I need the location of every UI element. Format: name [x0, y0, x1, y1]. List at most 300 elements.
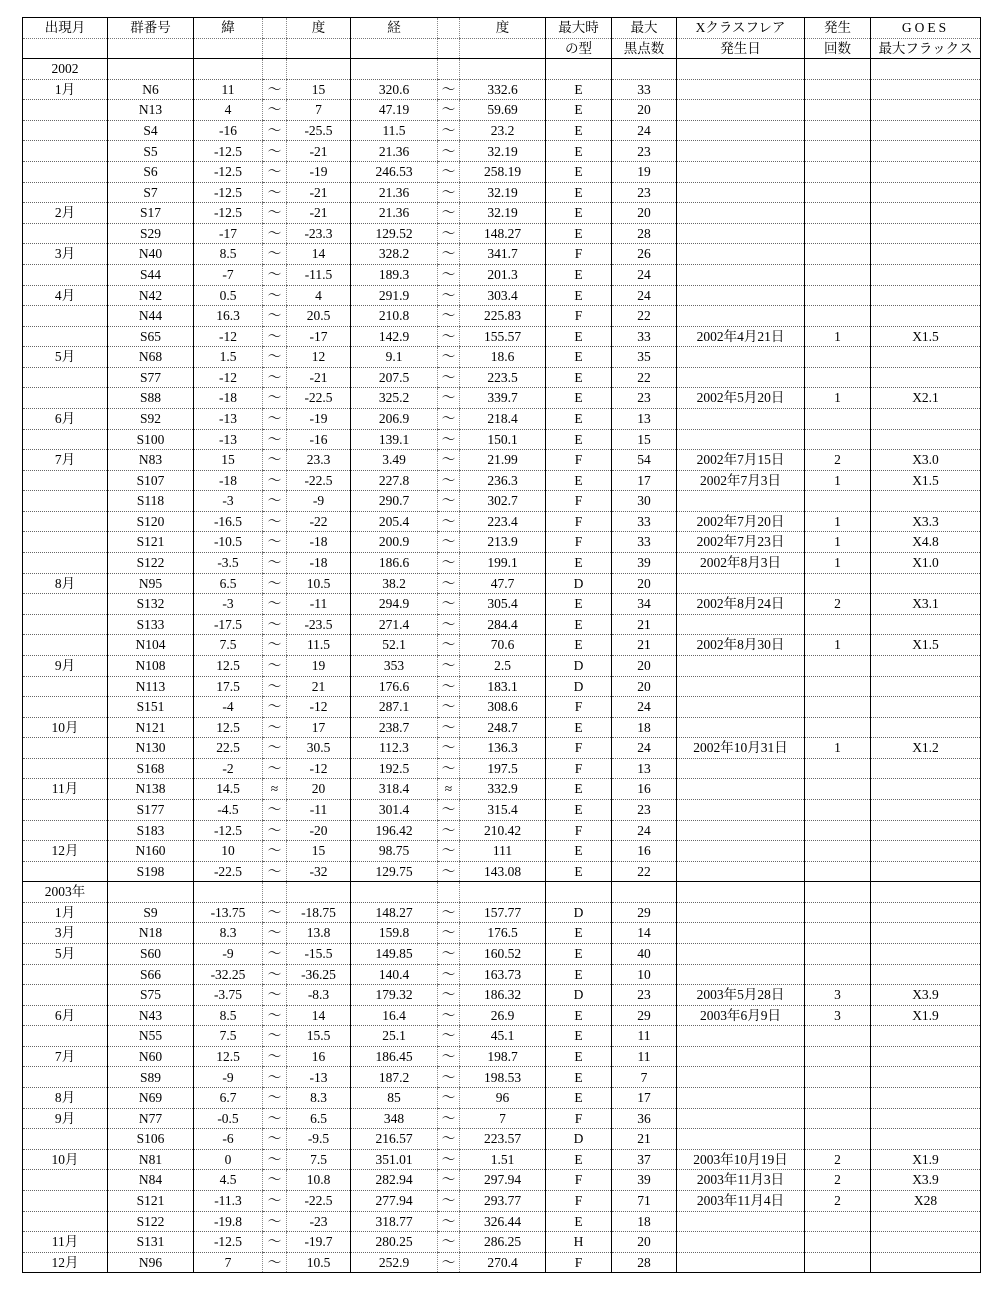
longitude-from-cell: 328.2	[351, 244, 438, 265]
month-cell	[23, 511, 108, 532]
max-type-cell: F	[546, 491, 612, 512]
latitude-range-separator: ～	[263, 1108, 287, 1129]
group-number-cell: N40	[108, 244, 194, 265]
table-row	[23, 79, 981, 100]
table-row	[23, 944, 981, 965]
latitude-to-cell: -11	[287, 594, 351, 615]
latitude-range-separator: ～	[263, 470, 287, 491]
x-flare-date-cell	[677, 100, 805, 121]
max-type-cell: F	[546, 306, 612, 327]
table-row	[23, 470, 981, 491]
max-type-cell: E	[546, 347, 612, 368]
max-sunspot-count-cell: 29	[612, 1005, 677, 1026]
max-sunspot-count-cell: 17	[612, 470, 677, 491]
longitude-from-cell: 325.2	[351, 388, 438, 409]
flare-count-cell	[805, 429, 871, 450]
x-flare-date-cell: 2003年11月4日	[677, 1190, 805, 1211]
x-flare-date-cell	[677, 1232, 805, 1253]
latitude-range-separator: ～	[263, 1252, 287, 1273]
longitude-from-cell: 216.57	[351, 1129, 438, 1150]
group-number-cell: N18	[108, 923, 194, 944]
longitude-range-separator: ～	[438, 717, 460, 738]
latitude-range-separator: ～	[263, 120, 287, 141]
month-cell: 8月	[23, 573, 108, 594]
latitude-to-cell: 10.5	[287, 573, 351, 594]
x-flare-date-cell	[677, 944, 805, 965]
latitude-range-separator: ～	[263, 1211, 287, 1232]
flare-count-cell	[805, 614, 871, 635]
header-longitude-left: 経	[351, 18, 438, 39]
latitude-range-separator: ～	[263, 841, 287, 862]
flare-count-cell	[805, 717, 871, 738]
empty-cell	[194, 882, 263, 903]
goes-max-flux-cell	[871, 347, 981, 368]
latitude-from-cell: 1.5	[194, 347, 263, 368]
latitude-to-cell: -32	[287, 861, 351, 882]
latitude-range-separator: ～	[263, 1046, 287, 1067]
goes-max-flux-cell	[871, 1088, 981, 1109]
flare-count-cell	[805, 758, 871, 779]
longitude-range-separator: ～	[438, 1129, 460, 1150]
longitude-range-separator: ～	[438, 429, 460, 450]
longitude-to-cell: 248.7	[460, 717, 546, 738]
longitude-from-cell: 238.7	[351, 717, 438, 738]
group-number-cell: S100	[108, 429, 194, 450]
x-flare-date-cell	[677, 408, 805, 429]
latitude-range-separator: ～	[263, 162, 287, 183]
x-flare-date-cell	[677, 1088, 805, 1109]
longitude-range-separator: ～	[438, 758, 460, 779]
latitude-range-separator: ～	[263, 738, 287, 759]
group-number-cell: N108	[108, 655, 194, 676]
month-cell	[23, 964, 108, 985]
latitude-range-separator: ～	[263, 1005, 287, 1026]
month-cell	[23, 100, 108, 121]
longitude-from-cell: 139.1	[351, 429, 438, 450]
month-cell: 5月	[23, 944, 108, 965]
max-type-cell: E	[546, 1088, 612, 1109]
year-cell: 2003年	[23, 882, 108, 903]
month-cell	[23, 985, 108, 1006]
max-sunspot-count-cell: 34	[612, 594, 677, 615]
group-number-cell: S122	[108, 553, 194, 574]
longitude-from-cell: 187.2	[351, 1067, 438, 1088]
longitude-range-separator: ～	[438, 923, 460, 944]
x-flare-date-cell	[677, 285, 805, 306]
year-cell: 2002	[23, 59, 108, 80]
longitude-range-separator: ～	[438, 1108, 460, 1129]
latitude-range-separator: ～	[263, 594, 287, 615]
latitude-to-cell: 15	[287, 841, 351, 862]
longitude-to-cell: 176.5	[460, 923, 546, 944]
header-empty-cell	[351, 38, 438, 59]
max-sunspot-count-cell: 15	[612, 429, 677, 450]
flare-count-cell: 1	[805, 553, 871, 574]
latitude-to-cell: -21	[287, 203, 351, 224]
group-number-cell: N95	[108, 573, 194, 594]
goes-max-flux-cell	[871, 1067, 981, 1088]
max-sunspot-count-cell: 21	[612, 1129, 677, 1150]
max-type-cell: E	[546, 470, 612, 491]
max-type-cell: F	[546, 1252, 612, 1273]
group-number-cell: S107	[108, 470, 194, 491]
table-row	[23, 100, 981, 121]
latitude-to-cell: 10.8	[287, 1170, 351, 1191]
longitude-from-cell: 189.3	[351, 264, 438, 285]
x-flare-date-cell	[677, 717, 805, 738]
flare-count-cell	[805, 264, 871, 285]
latitude-to-cell: 8.3	[287, 1088, 351, 1109]
longitude-to-cell: 47.7	[460, 573, 546, 594]
latitude-range-separator: ～	[263, 985, 287, 1006]
latitude-range-separator: ～	[263, 285, 287, 306]
latitude-to-cell: -22.5	[287, 388, 351, 409]
latitude-range-separator: ～	[263, 388, 287, 409]
goes-max-flux-cell	[871, 717, 981, 738]
month-cell	[23, 738, 108, 759]
max-sunspot-count-cell: 22	[612, 861, 677, 882]
longitude-range-separator: ～	[438, 614, 460, 635]
table-row	[23, 635, 981, 656]
longitude-to-cell: 308.6	[460, 697, 546, 718]
table-row	[23, 223, 981, 244]
max-sunspot-count-cell: 20	[612, 1232, 677, 1253]
flare-count-cell	[805, 162, 871, 183]
group-number-cell: S9	[108, 902, 194, 923]
flare-count-cell: 1	[805, 388, 871, 409]
latitude-range-separator: ～	[263, 861, 287, 882]
table-row	[23, 1046, 981, 1067]
latitude-range-separator: ～	[263, 717, 287, 738]
latitude-from-cell: -12.5	[194, 141, 263, 162]
longitude-from-cell: 21.36	[351, 141, 438, 162]
month-cell	[23, 223, 108, 244]
max-type-cell: D	[546, 573, 612, 594]
max-sunspot-count-cell: 20	[612, 676, 677, 697]
flare-count-cell	[805, 964, 871, 985]
header-goes: GOES	[871, 18, 981, 39]
x-flare-date-cell: 2002年7月3日	[677, 470, 805, 491]
longitude-range-separator: ～	[438, 573, 460, 594]
table-row	[23, 779, 981, 800]
table-row	[23, 923, 981, 944]
table-row	[23, 1108, 981, 1129]
max-sunspot-count-cell: 23	[612, 985, 677, 1006]
latitude-to-cell: 16	[287, 1046, 351, 1067]
longitude-range-separator: ～	[438, 264, 460, 285]
max-type-cell: E	[546, 964, 612, 985]
longitude-to-cell: 32.19	[460, 141, 546, 162]
max-type-cell: E	[546, 779, 612, 800]
empty-cell	[805, 59, 871, 80]
latitude-from-cell: -17	[194, 223, 263, 244]
longitude-from-cell: 38.2	[351, 573, 438, 594]
month-cell	[23, 1026, 108, 1047]
max-type-cell: E	[546, 120, 612, 141]
group-number-cell: S120	[108, 511, 194, 532]
group-number-cell: N68	[108, 347, 194, 368]
table-row	[23, 1067, 981, 1088]
month-cell	[23, 1067, 108, 1088]
longitude-range-separator: ～	[438, 100, 460, 121]
latitude-from-cell: -13	[194, 408, 263, 429]
max-sunspot-count-cell: 21	[612, 614, 677, 635]
latitude-range-separator: ～	[263, 326, 287, 347]
goes-max-flux-cell	[871, 367, 981, 388]
x-flare-date-cell	[677, 902, 805, 923]
longitude-range-separator: ～	[438, 408, 460, 429]
empty-cell	[871, 59, 981, 80]
longitude-from-cell: 318.77	[351, 1211, 438, 1232]
flare-count-cell	[805, 1046, 871, 1067]
goes-max-flux-cell	[871, 614, 981, 635]
max-sunspot-count-cell: 16	[612, 779, 677, 800]
latitude-from-cell: 8.5	[194, 244, 263, 265]
x-flare-date-cell	[677, 429, 805, 450]
latitude-range-separator: ～	[263, 450, 287, 471]
group-number-cell: N60	[108, 1046, 194, 1067]
group-number-cell: N43	[108, 1005, 194, 1026]
goes-max-flux-cell	[871, 758, 981, 779]
latitude-range-separator: ～	[263, 182, 287, 203]
group-number-cell: N84	[108, 1170, 194, 1191]
table-row	[23, 1149, 981, 1170]
longitude-range-separator: ～	[438, 367, 460, 388]
latitude-from-cell: -2	[194, 758, 263, 779]
latitude-to-cell: 4	[287, 285, 351, 306]
max-sunspot-count-cell: 33	[612, 326, 677, 347]
latitude-from-cell: -12.5	[194, 1232, 263, 1253]
header-flare-count-sub: 回数	[805, 38, 871, 59]
longitude-range-separator: ～	[438, 594, 460, 615]
goes-max-flux-cell	[871, 1026, 981, 1047]
x-flare-date-cell	[677, 1211, 805, 1232]
table-row	[23, 738, 981, 759]
longitude-to-cell: 2.5	[460, 655, 546, 676]
max-sunspot-count-cell: 39	[612, 1170, 677, 1191]
max-type-cell: E	[546, 1067, 612, 1088]
max-sunspot-count-cell: 13	[612, 758, 677, 779]
table-row	[23, 1026, 981, 1047]
empty-cell	[546, 59, 612, 80]
longitude-from-cell: 142.9	[351, 326, 438, 347]
month-cell	[23, 799, 108, 820]
max-sunspot-count-cell: 20	[612, 203, 677, 224]
longitude-to-cell: 284.4	[460, 614, 546, 635]
table-row	[23, 306, 981, 327]
empty-cell	[460, 882, 546, 903]
flare-count-cell	[805, 1232, 871, 1253]
longitude-from-cell: 282.94	[351, 1170, 438, 1191]
flare-count-cell	[805, 182, 871, 203]
x-flare-date-cell: 2002年7月23日	[677, 532, 805, 553]
header-empty-cell	[438, 38, 460, 59]
latitude-to-cell: -23	[287, 1211, 351, 1232]
goes-max-flux-cell: X1.5	[871, 635, 981, 656]
goes-max-flux-cell: X1.2	[871, 738, 981, 759]
latitude-range-separator: ～	[263, 1129, 287, 1150]
empty-cell	[677, 59, 805, 80]
latitude-from-cell: 10	[194, 841, 263, 862]
longitude-from-cell: 348	[351, 1108, 438, 1129]
table-row	[23, 1170, 981, 1191]
max-type-cell: F	[546, 450, 612, 471]
latitude-range-separator: ～	[263, 923, 287, 944]
latitude-from-cell: -12.5	[194, 203, 263, 224]
empty-cell	[460, 59, 546, 80]
goes-max-flux-cell	[871, 1232, 981, 1253]
header-empty-cell	[287, 38, 351, 59]
empty-cell	[546, 882, 612, 903]
longitude-range-separator: ～	[438, 141, 460, 162]
max-type-cell: E	[546, 1026, 612, 1047]
longitude-to-cell: 21.99	[460, 450, 546, 471]
month-cell	[23, 635, 108, 656]
x-flare-date-cell	[677, 162, 805, 183]
empty-cell	[871, 882, 981, 903]
table-row	[23, 985, 981, 1006]
latitude-range-separator: ～	[263, 532, 287, 553]
longitude-to-cell: 136.3	[460, 738, 546, 759]
max-sunspot-count-cell: 33	[612, 532, 677, 553]
latitude-range-separator: ～	[263, 100, 287, 121]
max-sunspot-count-cell: 10	[612, 964, 677, 985]
table-row	[23, 697, 981, 718]
year-row	[23, 59, 981, 80]
max-sunspot-count-cell: 23	[612, 799, 677, 820]
longitude-from-cell: 318.4	[351, 779, 438, 800]
month-cell: 3月	[23, 244, 108, 265]
longitude-range-separator: ～	[438, 285, 460, 306]
goes-max-flux-cell: X1.9	[871, 1149, 981, 1170]
x-flare-date-cell	[677, 367, 805, 388]
latitude-to-cell: 20.5	[287, 306, 351, 327]
latitude-range-separator: ～	[263, 141, 287, 162]
empty-cell	[612, 59, 677, 80]
month-cell	[23, 326, 108, 347]
max-sunspot-count-cell: 24	[612, 738, 677, 759]
goes-max-flux-cell	[871, 141, 981, 162]
latitude-to-cell: -22.5	[287, 470, 351, 491]
flare-count-cell	[805, 408, 871, 429]
month-cell	[23, 861, 108, 882]
flare-count-cell	[805, 367, 871, 388]
goes-max-flux-cell	[871, 1252, 981, 1273]
table-row	[23, 285, 981, 306]
latitude-from-cell: 4.5	[194, 1170, 263, 1191]
latitude-to-cell: -9.5	[287, 1129, 351, 1150]
max-sunspot-count-cell: 23	[612, 141, 677, 162]
x-flare-date-cell	[677, 964, 805, 985]
longitude-to-cell: 218.4	[460, 408, 546, 429]
flare-count-cell	[805, 902, 871, 923]
table-row	[23, 162, 981, 183]
month-cell: 11月	[23, 779, 108, 800]
x-flare-date-cell: 2002年8月24日	[677, 594, 805, 615]
max-sunspot-count-cell: 24	[612, 285, 677, 306]
latitude-range-separator: ～	[263, 553, 287, 574]
group-number-cell: N96	[108, 1252, 194, 1273]
longitude-range-separator: ～	[438, 820, 460, 841]
latitude-from-cell: -12.5	[194, 820, 263, 841]
longitude-range-separator: ～	[438, 635, 460, 656]
x-flare-date-cell	[677, 573, 805, 594]
latitude-from-cell: 8.3	[194, 923, 263, 944]
goes-max-flux-cell	[871, 162, 981, 183]
goes-max-flux-cell	[871, 902, 981, 923]
flare-count-cell: 1	[805, 532, 871, 553]
goes-max-flux-cell	[871, 285, 981, 306]
max-sunspot-count-cell: 19	[612, 162, 677, 183]
group-number-cell: N44	[108, 306, 194, 327]
longitude-from-cell: 210.8	[351, 306, 438, 327]
max-sunspot-count-cell: 29	[612, 902, 677, 923]
month-cell	[23, 120, 108, 141]
empty-cell	[194, 59, 263, 80]
month-cell	[23, 388, 108, 409]
x-flare-date-cell	[677, 1046, 805, 1067]
table-body	[23, 59, 981, 1273]
max-sunspot-count-cell: 7	[612, 1067, 677, 1088]
latitude-range-separator: ～	[263, 347, 287, 368]
latitude-from-cell: -7	[194, 264, 263, 285]
longitude-range-separator: ～	[438, 79, 460, 100]
max-type-cell: D	[546, 902, 612, 923]
goes-max-flux-cell	[871, 779, 981, 800]
max-sunspot-count-cell: 35	[612, 347, 677, 368]
group-number-cell: S29	[108, 223, 194, 244]
group-number-cell: N77	[108, 1108, 194, 1129]
longitude-from-cell: 287.1	[351, 697, 438, 718]
goes-max-flux-cell: X1.5	[871, 326, 981, 347]
latitude-to-cell: -11	[287, 799, 351, 820]
latitude-to-cell: -36.25	[287, 964, 351, 985]
latitude-from-cell: -6	[194, 1129, 263, 1150]
max-type-cell: D	[546, 676, 612, 697]
flare-count-cell: 1	[805, 511, 871, 532]
max-type-cell: E	[546, 162, 612, 183]
group-number-cell: N42	[108, 285, 194, 306]
max-sunspot-count-cell: 13	[612, 408, 677, 429]
longitude-to-cell: 155.57	[460, 326, 546, 347]
sunspot-group-table	[22, 17, 981, 1273]
header-max-type-sub: の型	[546, 38, 612, 59]
header-max-spots: 最大	[612, 18, 677, 39]
empty-cell	[805, 882, 871, 903]
header-max-type: 最大時	[546, 18, 612, 39]
group-number-cell: S66	[108, 964, 194, 985]
table-row	[23, 450, 981, 471]
longitude-from-cell: 291.9	[351, 285, 438, 306]
longitude-to-cell: 1.51	[460, 1149, 546, 1170]
longitude-to-cell: 332.9	[460, 779, 546, 800]
max-sunspot-count-cell: 36	[612, 1108, 677, 1129]
longitude-range-separator: ～	[438, 1067, 460, 1088]
longitude-range-separator: ～	[438, 1211, 460, 1232]
longitude-to-cell: 96	[460, 1088, 546, 1109]
latitude-to-cell: 6.5	[287, 1108, 351, 1129]
max-type-cell: E	[546, 614, 612, 635]
month-cell	[23, 1190, 108, 1211]
longitude-range-separator: ～	[438, 347, 460, 368]
group-number-cell: S92	[108, 408, 194, 429]
max-sunspot-count-cell: 22	[612, 367, 677, 388]
max-sunspot-count-cell: 23	[612, 182, 677, 203]
month-cell	[23, 553, 108, 574]
empty-cell	[287, 882, 351, 903]
latitude-range-separator: ～	[263, 964, 287, 985]
month-cell: 9月	[23, 1108, 108, 1129]
